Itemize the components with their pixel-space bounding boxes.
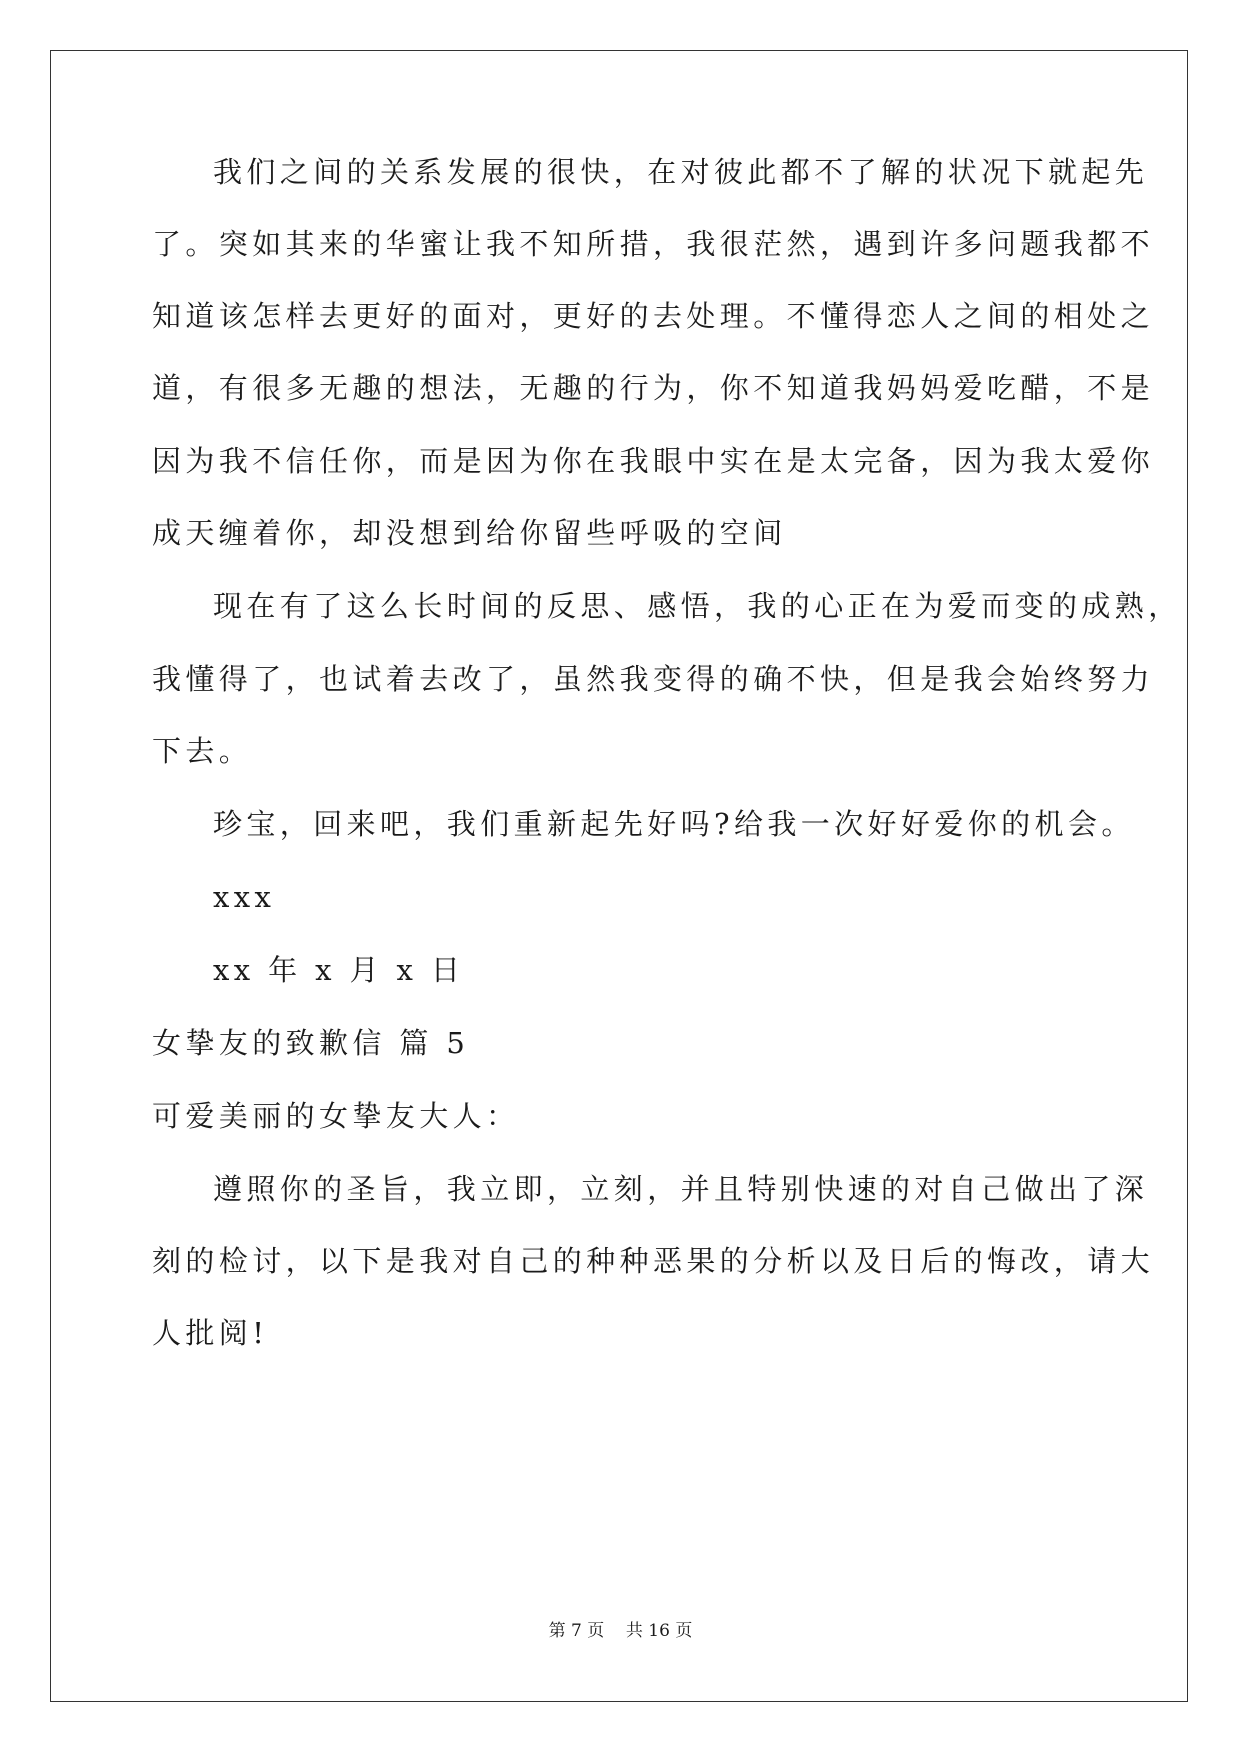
- paragraph-line: 因为我不信任你，而是因为你在我眼中实在是太完备，因为我太爱你: [152, 444, 1155, 478]
- paragraph-line: 遵照你的圣旨，我立即，立刻，并且特别快速的对自己做出了深: [213, 1172, 1149, 1206]
- paragraph-line: 成天缠着你，却没想到给你留些呼吸的空间: [152, 516, 787, 550]
- salutation: 可爱美丽的女挚友大人：: [152, 1099, 520, 1133]
- paragraph-line: 刻的检讨，以下是我对自己的种种恶果的分析以及日后的悔改，请大: [152, 1244, 1155, 1278]
- paragraph-line: 现在有了这么长时间的反思、感悟，我的心正在为爱而变的成熟，: [213, 589, 1182, 623]
- paragraph-line: 下去。: [152, 734, 253, 768]
- paragraph-line: 珍宝，回来吧，我们重新起先好吗?给我一次好好爱你的机会。: [213, 807, 1135, 841]
- section-title: 女挚友的致歉信 篇 5: [152, 1026, 470, 1060]
- paragraph-line: 了。突如其来的华蜜让我不知所措，我很茫然，遇到许多问题我都不: [152, 227, 1155, 261]
- page-number-footer: 第 7 页 共 16 页: [548, 1621, 693, 1641]
- page-border: [50, 50, 1188, 1702]
- signature: xxx: [213, 880, 276, 914]
- paragraph-line: 道，有很多无趣的想法，无趣的行为，你不知道我妈妈爱吃醋，不是: [152, 371, 1155, 405]
- paragraph-line: 我们之间的关系发展的很快，在对彼此都不了解的状况下就起先: [213, 155, 1149, 189]
- paragraph-line: 知道该怎样去更好的面对，更好的去处理。不懂得恋人之间的相处之: [152, 299, 1155, 333]
- paragraph-line: 人批阅!: [152, 1316, 269, 1350]
- paragraph-line: 我懂得了，也试着去改了，虽然我变得的确不快，但是我会始终努力: [152, 662, 1155, 696]
- letter-date: xx 年 x 月 x 日: [213, 953, 465, 987]
